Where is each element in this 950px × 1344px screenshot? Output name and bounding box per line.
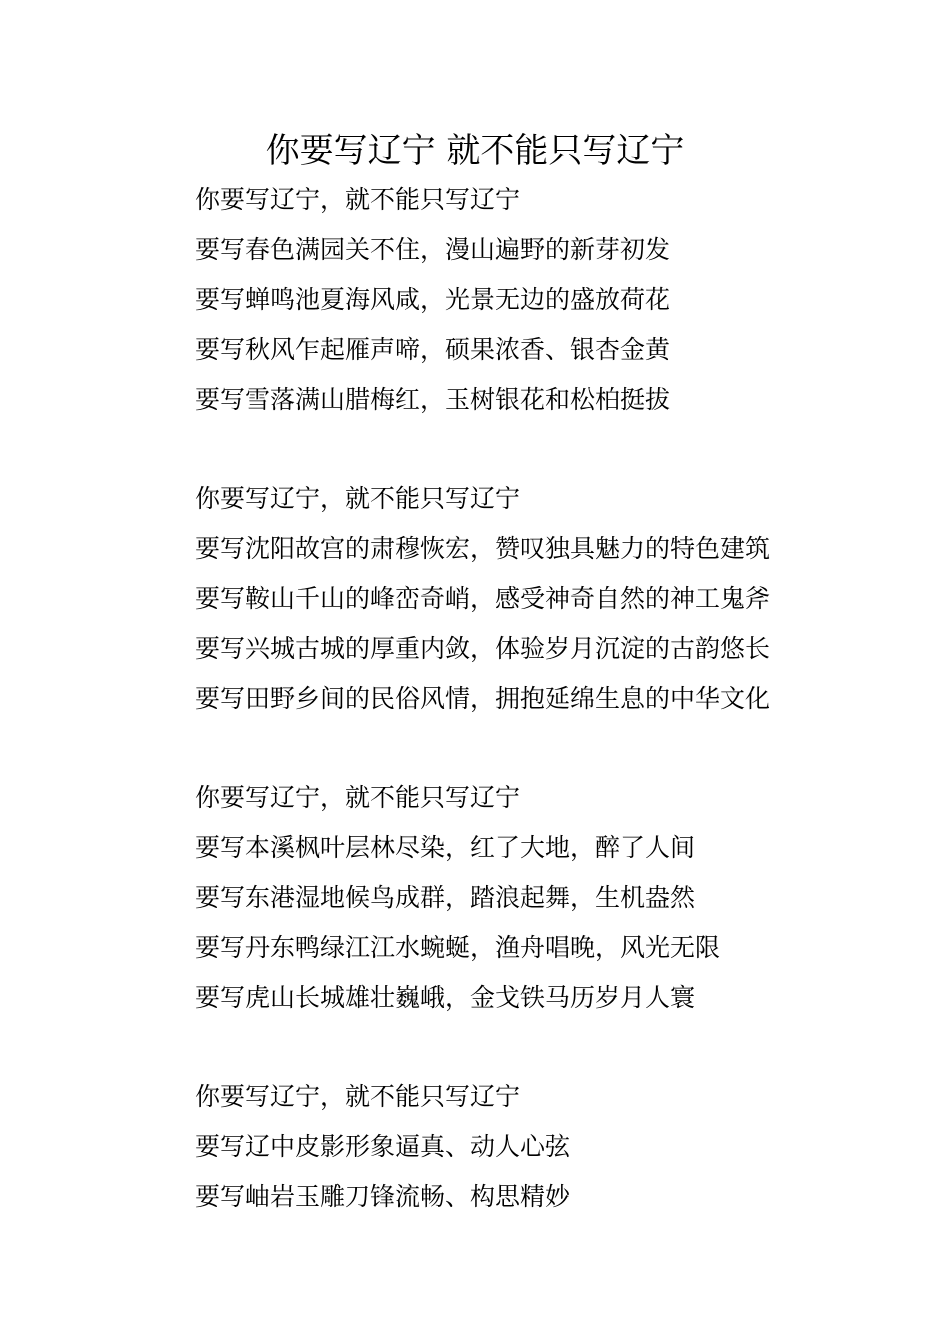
poem-line: 要写辽中皮影形象逼真、动人心弦	[195, 1132, 571, 1161]
stanza	[195, 773, 895, 1023]
poem-line: 要写春色满园关不住，漫山遍野的新芽初发	[195, 235, 671, 264]
stanza	[195, 175, 895, 425]
poem-line: 要写丹东鸭绿江江水蜿蜒，渔舟唱晚，风光无限	[195, 933, 721, 962]
poem-line: 要写东港湿地候鸟成群，踏浪起舞，生机盎然	[195, 883, 696, 912]
poem-line: 你要写辽宁，就不能只写辽宁	[195, 1082, 521, 1111]
poem-line: 你要写辽宁，就不能只写辽宁	[195, 185, 521, 214]
stanza	[195, 1072, 895, 1222]
poem-line: 要写虎山长城雄壮巍峨，金戈铁马历岁月人寰	[195, 983, 696, 1012]
poem-line: 要写雪落满山腊梅红，玉树银花和松柏挺拔	[195, 385, 671, 414]
poem-line: 要写岫岩玉雕刀锋流畅、构思精妙	[195, 1182, 571, 1211]
stanza	[195, 474, 895, 724]
poem-line: 你要写辽宁，就不能只写辽宁	[195, 484, 521, 513]
poem-line: 要写兴城古城的厚重内敛，体验岁月沉淀的古韵悠长	[195, 634, 771, 663]
poem-line: 要写蝉鸣池夏海风咸，光景无边的盛放荷花	[195, 285, 671, 314]
poem-line: 要写田野乡间的民俗风情，拥抱延绵生息的中华文化	[195, 684, 771, 713]
poem-line: 要写秋风乍起雁声啼，硕果浓香、银杏金黄	[195, 335, 671, 364]
poem-line: 要写鞍山千山的峰峦奇峭，感受神奇自然的神工鬼斧	[195, 584, 771, 613]
document-title: 你要写辽宁 就不能只写辽宁	[265, 131, 685, 171]
poem-line: 你要写辽宁，就不能只写辽宁	[195, 783, 521, 812]
poem-line: 要写本溪枫叶层林尽染，红了大地，醉了人间	[195, 833, 696, 862]
poem-line: 要写沈阳故宫的肃穆恢宏，赞叹独具魅力的特色建筑	[195, 534, 771, 563]
